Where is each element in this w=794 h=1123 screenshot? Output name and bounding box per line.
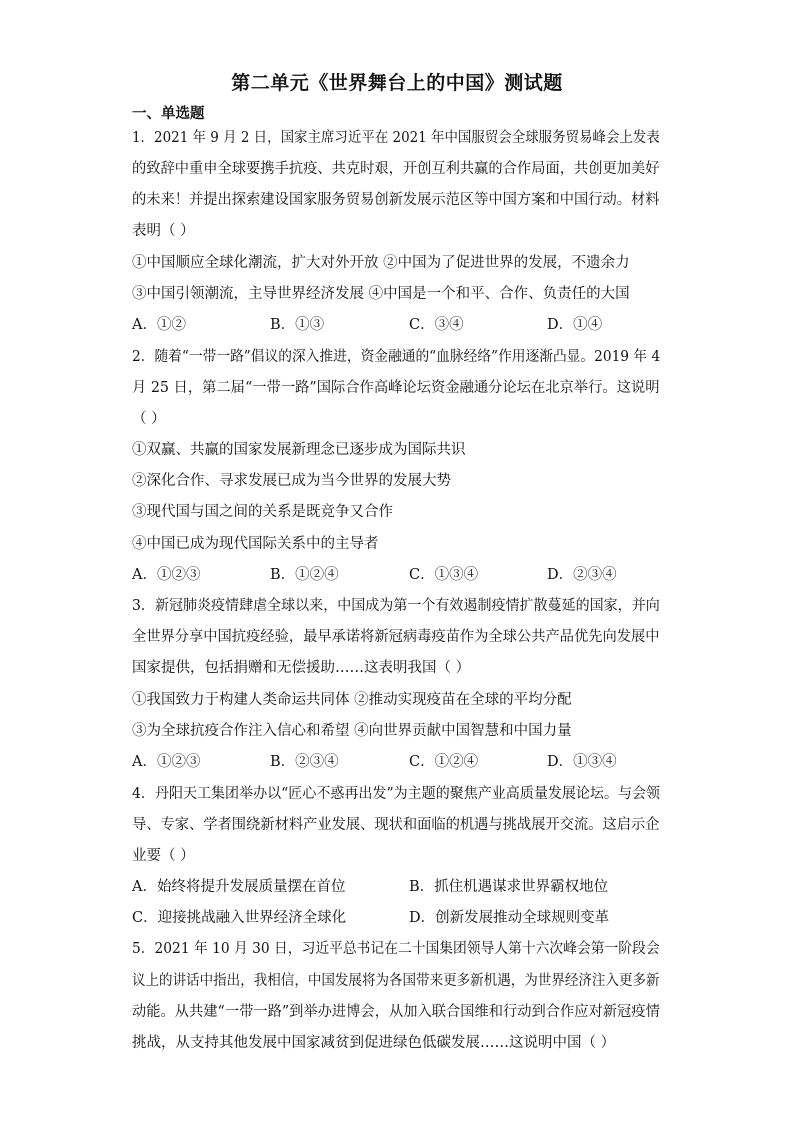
q2-statement-3: ③现代国与国之间的关系是既竞争又合作 <box>132 504 393 520</box>
q1-option-b: B．①③ <box>270 317 325 333</box>
q3-statement-2: ③为全球抗疫合作注入信心和希望 ④向世界贡献中国智慧和中国力量 <box>132 723 572 739</box>
q5-line-3: 动能。从共建“一带一路”到举办进博会，从加入联合国维和行动到合作应对新冠疫情 <box>132 1004 660 1020</box>
q2-statement-1: ①双赢、共赢的国家发展新理念已逐步成为国际共识 <box>132 442 466 458</box>
q4-option-c: C．迎接挑战融入世界经济全球化 <box>132 910 347 926</box>
q2-statement-2: ②深化合作、寻求发展已成为当今世界的发展大势 <box>132 473 451 489</box>
q2-option-b: B．①②④ <box>270 567 339 583</box>
q1-statement-1: ①中国顺应全球化潮流，扩大对外开放 ②中国为了促进世界的发展，不遗余力 <box>132 255 630 271</box>
q3-option-c: C．①②④ <box>409 754 479 770</box>
q1-line-1: 1．2021 年 9 月 2 日，国家主席习近平在 2021 年中国服贸会全球服务贸易峰会上发表 <box>132 130 660 146</box>
q4-option-a: A．始终将提升发展质量摆在首位 <box>132 879 346 895</box>
q2-line-3: （ ） <box>132 411 166 427</box>
q2-line-1: 2．随着“一带一路”倡议的深入推进，资金融通的“血脉经络”作用逐渐凸显。2019 年 4 <box>132 349 661 365</box>
q1-line-4: 表明（ ） <box>132 223 195 239</box>
q3-option-d: D．①③④ <box>547 754 617 770</box>
page-title: 第二单元《世界舞台上的中国》测试题 <box>231 72 563 94</box>
q3-line-1: 3．新冠肺炎疫情肆虐全球以来，中国成为第一个有效遏制疫情扩散蔓延的国家，并向 <box>132 598 660 614</box>
q4-line-3: 业要（ ） <box>132 848 195 864</box>
q5-line-1: 5．2021 年 10 月 30 日，习近平总书记在二十国集团领导人第十六次峰会第一阶段会 <box>132 941 660 957</box>
q4-option-d: D．创新发展推动全球规则变革 <box>409 910 610 926</box>
q3-line-3: 国家提供，包括捐赠和无偿援助……这表明我国（ ） <box>132 660 471 676</box>
q5-line-2: 议上的讲话中指出，我相信，中国发展将为各国带来更多新机遇，为世界经济注入更多新 <box>132 973 660 989</box>
q4-line-2: 导、专家、学者围绕新材料产业发展、现状和面临的机遇与挑战展开交流。这启示企 <box>132 817 660 833</box>
q2-option-a: A．①②③ <box>132 567 201 583</box>
q2-option-c: C．①③④ <box>409 567 479 583</box>
section-heading: 一、单选题 <box>132 105 205 122</box>
q1-line-2: 的致辞中重申全球要携手抗疫、共克时艰，开创互利共赢的合作局面，共创更加美好 <box>132 161 660 177</box>
q3-option-a: A．①②③ <box>132 754 201 770</box>
q1-option-c: C．③④ <box>409 317 464 333</box>
q3-line-2: 全世界分享中国抗疫经验，最早承诺将新冠病毒疫苗作为全球公共产品优先向发展中 <box>132 629 660 645</box>
q5-line-4: 挑战，从支持其他发展中国家减贫到促进绿色低碳发展……这说明中国（ ） <box>132 1035 616 1051</box>
q2-statement-4: ④中国已成为现代国际关系中的主导者 <box>132 536 379 552</box>
q3-statement-1: ①我国致力于构建人类命运共同体 ②推动实现疫苗在全球的平均分配 <box>132 692 572 708</box>
q1-option-a: A．①② <box>132 317 186 333</box>
q4-line-1: 4．丹阳天工集团举办以“匠心不惑再出发”为主题的聚焦产业高质量发展论坛。与会领 <box>132 786 661 802</box>
q1-option-d: D．①④ <box>547 317 603 333</box>
q4-option-b: B．抓住机遇谋求世界霸权地位 <box>409 879 609 895</box>
q2-option-d: D．②③④ <box>547 567 617 583</box>
q2-line-2: 月 25 日，第二届“一带一路”国际合作高峰论坛资金融通分论坛在北京举行。这说明 <box>132 380 660 396</box>
q1-line-3: 的未来！并提出探索建设国家服务贸易创新发展示范区等中国方案和中国行动。材料 <box>132 192 660 208</box>
q3-option-b: B．②③④ <box>270 754 339 770</box>
q1-statement-2: ③中国引领潮流，主导世界经济发展 ④中国是一个和平、合作、负责任的大国 <box>132 286 630 302</box>
